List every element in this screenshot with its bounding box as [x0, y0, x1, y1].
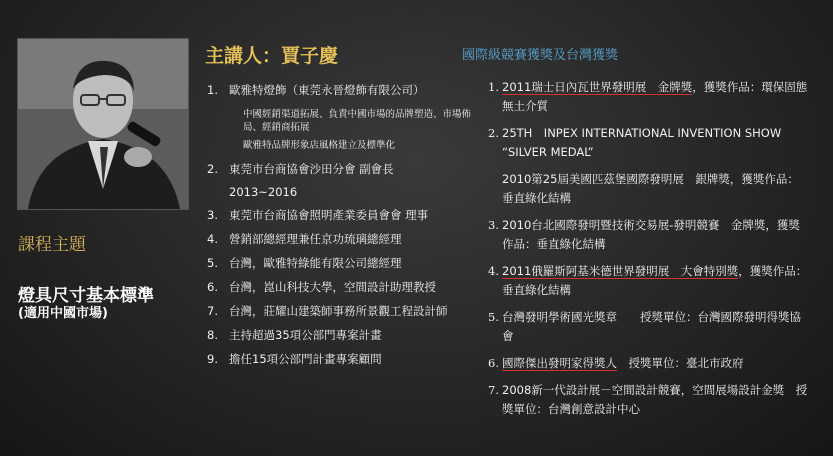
experience-subitem: 歐雅特品牌形象店風格建立及標準化 — [243, 140, 396, 151]
experience-list — [205, 83, 483, 367]
course-topic-subtitle: (適用中國市場) — [18, 306, 108, 321]
course-topic-label: 課程主題 — [18, 235, 86, 255]
award-item: 6. 國際傑出發明家得獎人 授獎單位：臺北市政府 — [488, 356, 744, 370]
experience-item: 9. 擔任15項公部門計畫專案顧問 — [207, 352, 382, 366]
experience-item: 1. 歐雅特燈飾（東莞永晉燈飾有限公司） — [207, 83, 425, 97]
experience-subitem: 中國經銷渠道拓展、負責中國市場的品牌塑造、市場佈局、經銷商拓展 — [243, 109, 472, 133]
speaker-portrait-image — [18, 39, 188, 209]
awards-title: 國際級競賽獲獎及台灣獲獎 — [462, 48, 619, 63]
experience-item: 8. 主持超過35項公部門專案計畫 — [207, 328, 382, 342]
award-item: 7. 2008新一代設計展－空間設計競賽，空間展場設計金獎 授獎單位：台灣創意設計中心 — [488, 383, 808, 416]
experience-item: 4. 營銷部總經理兼任京功琉璃總經理 — [207, 232, 402, 246]
experience-item: 6. 台灣，崑山科技大學，空間設計助理教授 — [207, 280, 436, 294]
experience-item: 2. 東莞市台商協會沙田分會 副會長 — [207, 162, 394, 176]
experience-item: 5. 台灣，歐雅特綠能有限公司總經理 — [207, 256, 402, 270]
speaker-title: 主講人：賈子慶 — [205, 45, 339, 67]
award-item: 4. 2011俄羅斯阿基米德世界發明展 大會特別獎，獲獎作品：垂直綠化結構 — [488, 264, 808, 297]
award-item: 2010第25屆美國匹茲堡國際發明展 銀牌獎，獲獎作品：垂直綠化結構 — [502, 172, 799, 205]
experience-item: 2013~2016 — [229, 185, 298, 199]
course-topic-title — [18, 286, 178, 322]
award-item: 2. 25TH INPEX INTERNATIONAL INVENTION SHOW “SILVER MEDAL” — [488, 126, 782, 159]
award-item: 5. 台灣發明學術國光獎章 授獎單位：台灣國際發明得獎協會 — [488, 310, 801, 343]
speaker-photo — [17, 38, 189, 210]
award-item: 3. 2010台北國際發明暨技術交易展-發明競賽 金牌獎，獲獎作品：垂直綠化結構 — [488, 218, 800, 251]
experience-item: 7. 台灣，莊耀山建築師事務所景觀工程設計師 — [207, 304, 448, 318]
experience-item: 3. 東莞市台商協會照明產業委員會會 理事 — [207, 208, 429, 222]
course-topic-name: 燈具尺寸基本標準 — [18, 286, 154, 306]
awards-list — [488, 78, 808, 419]
award-item: 1. 2011瑞士日內瓦世界發明展 金牌獎，獲獎作品：環保固態無土介質 — [488, 80, 808, 113]
